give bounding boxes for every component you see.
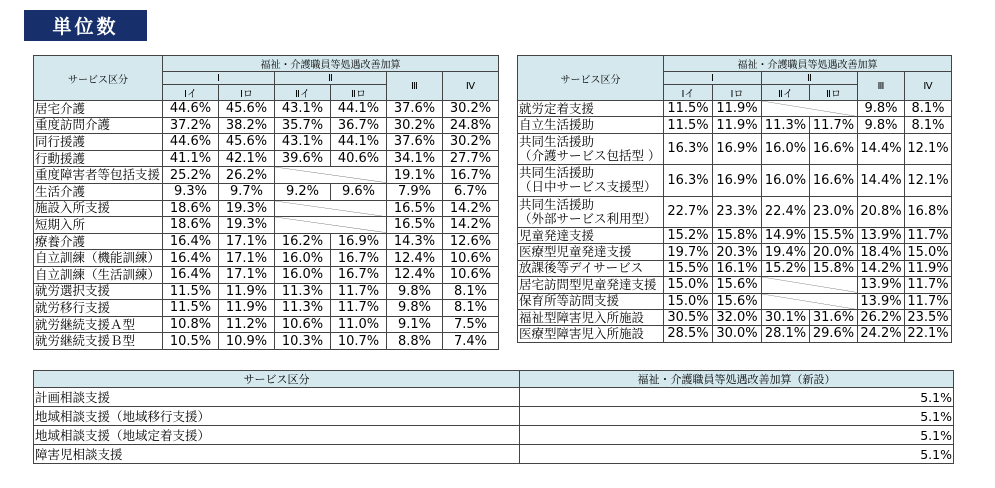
- rate-value-cell: 9.8%: [387, 283, 443, 300]
- rate-value-cell: 16.0%: [275, 250, 331, 267]
- rate-value-cell: 44.6%: [163, 101, 219, 118]
- rate-value-cell: 10.9%: [219, 333, 275, 350]
- rate-value-cell: 11.7%: [331, 300, 387, 317]
- rate-value-cell: 11.9%: [713, 101, 762, 117]
- rate-value-cell: 18.6%: [163, 200, 219, 217]
- rate-value-cell: 29.6%: [810, 326, 858, 342]
- not-applicable-cell: [275, 200, 387, 217]
- rate-value-cell: 40.6%: [331, 150, 387, 167]
- rate-value-cell: 30.2%: [387, 117, 443, 134]
- rate-value-cell: 10.6%: [443, 250, 499, 267]
- rate-value-cell: 11.3%: [275, 300, 331, 317]
- service-name-cell: 福祉型障害児入所施設: [518, 309, 664, 325]
- rate-value-cell: 11.0%: [331, 316, 387, 333]
- tier-2-header: Ⅱ: [762, 72, 858, 85]
- rate-value-cell: 19.7%: [664, 244, 713, 260]
- rate-value-cell: 16.2%: [275, 233, 331, 250]
- rate-value-cell: 13.9%: [858, 293, 905, 309]
- improvement-addition-new-header: 福祉・介護職員等処遇改善加算（新設）: [520, 371, 954, 388]
- table-row: [34, 134, 499, 151]
- rate-value-cell: 8.8%: [387, 333, 443, 350]
- rate-value-cell: 16.8%: [905, 196, 952, 227]
- rate-value-cell: 11.2%: [219, 316, 275, 333]
- service-name-cell: 就労選択支援: [34, 283, 163, 300]
- service-name-cell: 医療型児童発達支援: [518, 244, 664, 260]
- table-row: [34, 445, 954, 464]
- rate-value-cell: 45.6%: [219, 101, 275, 118]
- rate-value-cell: 15.6%: [713, 293, 762, 309]
- rate-value-cell: 5.1%: [520, 426, 954, 445]
- rate-value-cell: 30.5%: [664, 309, 713, 325]
- rate-value-cell: 20.8%: [858, 196, 905, 227]
- rate-value-cell: 13.9%: [858, 227, 905, 243]
- rate-value-cell: 30.2%: [443, 134, 499, 151]
- rate-value-cell: 7.5%: [443, 316, 499, 333]
- rate-value-cell: 5.1%: [520, 388, 954, 407]
- rate-value-cell: 16.5%: [387, 217, 443, 234]
- page-title: 単位数: [24, 10, 147, 41]
- rate-value-cell: 37.2%: [163, 117, 219, 134]
- sub-tier-header: Ⅰイ: [163, 85, 219, 101]
- rate-value-cell: 34.1%: [387, 150, 443, 167]
- rate-value-cell: 42.1%: [219, 150, 275, 167]
- table-row: [34, 316, 499, 333]
- rate-value-cell: 41.1%: [163, 150, 219, 167]
- rate-value-cell: 12.6%: [443, 233, 499, 250]
- rate-value-cell: 14.9%: [762, 227, 810, 243]
- rate-value-cell: 15.6%: [713, 277, 762, 293]
- rate-value-cell: 16.7%: [443, 167, 499, 184]
- improvement-addition-header: 福祉・介護職員等処遇改善加算: [664, 56, 952, 72]
- rate-value-cell: 5.1%: [520, 445, 954, 464]
- table-row: [34, 266, 499, 283]
- service-name-cell: 児童発達支援: [518, 227, 664, 243]
- sub-tier-header: Ⅱロ: [331, 85, 387, 101]
- table-row: [518, 244, 952, 260]
- rate-value-cell: 7.4%: [443, 333, 499, 350]
- rate-value-cell: 9.2%: [275, 183, 331, 200]
- rate-value-cell: 15.5%: [810, 227, 858, 243]
- rate-value-cell: 11.5%: [163, 300, 219, 317]
- service-name-cell: 保育所等訪問支援: [518, 293, 664, 309]
- sub-tier-header: Ⅱイ: [762, 85, 810, 101]
- rate-value-cell: 16.0%: [275, 266, 331, 283]
- table-row: [34, 283, 499, 300]
- service-name-cell: 自立訓練（機能訓練）: [34, 250, 163, 267]
- rate-value-cell: 10.7%: [331, 333, 387, 350]
- table-row: [34, 233, 499, 250]
- rate-value-cell: 12.1%: [905, 165, 952, 196]
- table-row: [34, 101, 499, 118]
- rate-value-cell: 16.0%: [762, 133, 810, 164]
- not-applicable-cell: [762, 101, 858, 117]
- table-row: [518, 196, 952, 227]
- rate-value-cell: 20.3%: [713, 244, 762, 260]
- rate-value-cell: 36.7%: [331, 117, 387, 134]
- right-rate-table: [517, 55, 952, 343]
- rate-value-cell: 16.7%: [331, 266, 387, 283]
- service-name-cell: 医療型障害児入所施設: [518, 326, 664, 342]
- rate-value-cell: 14.2%: [443, 200, 499, 217]
- table-row: [518, 277, 952, 293]
- rate-value-cell: 14.4%: [858, 133, 905, 164]
- service-name-cell: 重度訪問介護: [34, 117, 163, 134]
- not-applicable-cell: [275, 167, 387, 184]
- rate-value-cell: 12.4%: [387, 266, 443, 283]
- table-row: [34, 183, 499, 200]
- rate-value-cell: 28.5%: [664, 326, 713, 342]
- rate-value-cell: 16.0%: [762, 165, 810, 196]
- rate-value-cell: 5.1%: [520, 407, 954, 426]
- rate-value-cell: 11.3%: [762, 117, 810, 133]
- rate-value-cell: 15.2%: [664, 227, 713, 243]
- service-name-cell: 地域相談支援（地域定着支援）: [34, 426, 520, 445]
- improvement-addition-header: 福祉・介護職員等処遇改善加算: [163, 56, 499, 72]
- rate-value-cell: 8.1%: [905, 101, 952, 117]
- rate-value-cell: 6.7%: [443, 183, 499, 200]
- service-name-cell: 居宅介護: [34, 101, 163, 118]
- rate-value-cell: 10.6%: [275, 316, 331, 333]
- rate-value-cell: 10.6%: [443, 266, 499, 283]
- service-name-cell: 居宅訪問型児童発達支援: [518, 277, 664, 293]
- rate-value-cell: 16.4%: [163, 233, 219, 250]
- service-name-cell: 就労継続支援Ｂ型: [34, 333, 163, 350]
- table-row: [34, 200, 499, 217]
- rate-value-cell: 30.2%: [443, 101, 499, 118]
- sub-tier-header: Ⅱロ: [810, 85, 858, 101]
- rate-value-cell: 18.4%: [858, 244, 905, 260]
- service-name-cell: 自立生活援助: [518, 117, 664, 133]
- rate-value-cell: 37.6%: [387, 101, 443, 118]
- rate-value-cell: 19.4%: [762, 244, 810, 260]
- rate-value-cell: 16.9%: [713, 165, 762, 196]
- rate-value-cell: 16.4%: [163, 250, 219, 267]
- service-name-cell: 自立訓練（生活訓練）: [34, 266, 163, 283]
- service-name-cell: 生活介護: [34, 183, 163, 200]
- rate-value-cell: 15.0%: [664, 277, 713, 293]
- not-applicable-cell: [762, 277, 858, 293]
- rate-value-cell: 16.3%: [664, 133, 713, 164]
- rate-value-cell: 22.1%: [905, 326, 952, 342]
- rate-value-cell: 38.2%: [219, 117, 275, 134]
- table-row: [34, 167, 499, 184]
- service-name-cell: 地域相談支援（地域移行支援）: [34, 407, 520, 426]
- tier-3-header: Ⅲ: [387, 72, 443, 101]
- rate-value-cell: 16.9%: [713, 133, 762, 164]
- rate-value-cell: 25.2%: [163, 167, 219, 184]
- service-name-cell: 施設入所支援: [34, 200, 163, 217]
- service-category-header: サービス区分: [34, 56, 163, 101]
- table-row: [518, 309, 952, 325]
- rate-value-cell: 22.4%: [762, 196, 810, 227]
- rate-value-cell: 28.1%: [762, 326, 810, 342]
- table-row: [34, 150, 499, 167]
- rate-value-cell: 39.6%: [275, 150, 331, 167]
- rate-value-cell: 15.2%: [762, 260, 810, 276]
- rate-value-cell: 12.4%: [387, 250, 443, 267]
- rate-value-cell: 10.5%: [163, 333, 219, 350]
- rate-value-cell: 20.0%: [810, 244, 858, 260]
- rate-value-cell: 18.6%: [163, 217, 219, 234]
- rate-value-cell: 9.7%: [219, 183, 275, 200]
- rate-value-cell: 13.9%: [858, 277, 905, 293]
- service-name-cell: 療養介護: [34, 233, 163, 250]
- service-name-cell: 同行援護: [34, 134, 163, 151]
- rate-value-cell: 11.9%: [713, 117, 762, 133]
- rate-value-cell: 11.7%: [810, 117, 858, 133]
- rate-value-cell: 19.3%: [219, 200, 275, 217]
- rate-value-cell: 35.7%: [275, 117, 331, 134]
- rate-value-cell: 15.0%: [664, 293, 713, 309]
- rate-value-cell: 11.9%: [905, 260, 952, 276]
- rate-value-cell: 11.3%: [275, 283, 331, 300]
- rate-value-cell: 16.5%: [387, 200, 443, 217]
- rate-value-cell: 23.5%: [905, 309, 952, 325]
- rate-value-cell: 11.7%: [905, 277, 952, 293]
- rate-value-cell: 26.2%: [219, 167, 275, 184]
- table-row: [34, 217, 499, 234]
- rate-value-cell: 31.6%: [810, 309, 858, 325]
- table-row: [518, 326, 952, 342]
- rate-value-cell: 16.6%: [810, 133, 858, 164]
- rate-value-cell: 26.2%: [858, 309, 905, 325]
- tier-4-header: Ⅳ: [443, 72, 499, 101]
- table-row: [34, 300, 499, 317]
- rate-value-cell: 7.9%: [387, 183, 443, 200]
- sub-tier-header: Ⅱイ: [275, 85, 331, 101]
- service-name-cell: 短期入所: [34, 217, 163, 234]
- table-row: [34, 333, 499, 350]
- rate-value-cell: 23.0%: [810, 196, 858, 227]
- rate-value-cell: 16.3%: [664, 165, 713, 196]
- service-name-cell: 重度障害者等包括支援: [34, 167, 163, 184]
- rate-value-cell: 12.1%: [905, 133, 952, 164]
- table-row: [518, 165, 952, 196]
- tier-3-header: Ⅲ: [858, 72, 905, 101]
- service-name-cell: 就労継続支援Ａ型: [34, 316, 163, 333]
- rate-value-cell: 9.8%: [387, 300, 443, 317]
- service-name-cell: 就労移行支援: [34, 300, 163, 317]
- service-name-cell: 計画相談支援: [34, 388, 520, 407]
- rate-value-cell: 44.1%: [331, 101, 387, 118]
- service-name-cell: 共同生活援助 （日中サービス支援型）: [518, 165, 664, 196]
- table-row: [34, 407, 954, 426]
- rate-value-cell: 11.7%: [905, 227, 952, 243]
- rate-value-cell: 10.8%: [163, 316, 219, 333]
- rate-value-cell: 9.3%: [163, 183, 219, 200]
- rate-value-cell: 16.1%: [713, 260, 762, 276]
- left-rate-table: [33, 55, 499, 350]
- rate-value-cell: 24.8%: [443, 117, 499, 134]
- rate-value-cell: 30.0%: [713, 326, 762, 342]
- rate-value-cell: 43.1%: [275, 101, 331, 118]
- tier-2-header: Ⅱ: [275, 72, 387, 85]
- rate-value-cell: 44.6%: [163, 134, 219, 151]
- service-name-cell: 共同生活援助 （外部サービス利用型）: [518, 196, 664, 227]
- table-row: [518, 227, 952, 243]
- rate-value-cell: 19.3%: [219, 217, 275, 234]
- rate-value-cell: 15.0%: [905, 244, 952, 260]
- rate-value-cell: 14.4%: [858, 165, 905, 196]
- tier-4-header: Ⅳ: [905, 72, 952, 101]
- service-name-cell: 障害児相談支援: [34, 445, 520, 464]
- rate-value-cell: 23.3%: [713, 196, 762, 227]
- rate-value-cell: 16.6%: [810, 165, 858, 196]
- rate-value-cell: 22.7%: [664, 196, 713, 227]
- service-name-cell: 行動援護: [34, 150, 163, 167]
- rate-value-cell: 9.8%: [858, 101, 905, 117]
- rate-value-cell: 11.7%: [331, 283, 387, 300]
- rate-value-cell: 11.9%: [219, 283, 275, 300]
- rate-value-cell: 19.1%: [387, 167, 443, 184]
- rate-value-cell: 8.1%: [443, 300, 499, 317]
- rate-value-cell: 14.2%: [858, 260, 905, 276]
- rate-value-cell: 30.1%: [762, 309, 810, 325]
- tier-1-header: Ⅰ: [163, 72, 275, 85]
- rate-value-cell: 11.7%: [905, 293, 952, 309]
- rate-value-cell: 9.8%: [858, 117, 905, 133]
- table-row: [34, 388, 954, 407]
- table-row: [518, 133, 952, 164]
- rate-value-cell: 16.7%: [331, 250, 387, 267]
- rate-value-cell: 8.1%: [905, 117, 952, 133]
- rate-value-cell: 15.8%: [713, 227, 762, 243]
- rate-value-cell: 14.3%: [387, 233, 443, 250]
- rate-value-cell: 15.8%: [810, 260, 858, 276]
- rate-value-cell: 11.5%: [664, 117, 713, 133]
- service-name-cell: 放課後等デイサービス: [518, 260, 664, 276]
- service-name-cell: 共同生活援助 （介護サービス包括型 ）: [518, 133, 664, 164]
- table-row: [34, 426, 954, 445]
- table-row: [518, 293, 952, 309]
- consultation-rate-table: [33, 370, 954, 464]
- table-row: [518, 117, 952, 133]
- table-row: [518, 101, 952, 117]
- sub-tier-header: Ⅰロ: [713, 85, 762, 101]
- service-category-header: サービス区分: [34, 371, 520, 388]
- rate-value-cell: 9.6%: [331, 183, 387, 200]
- rate-value-cell: 8.1%: [443, 283, 499, 300]
- rate-value-cell: 24.2%: [858, 326, 905, 342]
- rate-value-cell: 44.1%: [331, 134, 387, 151]
- table-row: [518, 260, 952, 276]
- sub-tier-header: Ⅰロ: [219, 85, 275, 101]
- rate-value-cell: 43.1%: [275, 134, 331, 151]
- service-category-header: サービス区分: [518, 56, 664, 101]
- table-row: [34, 117, 499, 134]
- rate-value-cell: 17.1%: [219, 250, 275, 267]
- rate-value-cell: 11.5%: [664, 101, 713, 117]
- rate-value-cell: 17.1%: [219, 233, 275, 250]
- rate-value-cell: 15.5%: [664, 260, 713, 276]
- service-name-cell: 就労定着支援: [518, 101, 664, 117]
- rate-value-cell: 9.1%: [387, 316, 443, 333]
- rate-value-cell: 10.3%: [275, 333, 331, 350]
- rate-value-cell: 37.6%: [387, 134, 443, 151]
- table-row: [34, 250, 499, 267]
- rate-value-cell: 45.6%: [219, 134, 275, 151]
- rate-value-cell: 11.5%: [163, 283, 219, 300]
- rate-value-cell: 27.7%: [443, 150, 499, 167]
- rate-value-cell: 32.0%: [713, 309, 762, 325]
- not-applicable-cell: [762, 293, 858, 309]
- rate-value-cell: 16.4%: [163, 266, 219, 283]
- rate-value-cell: 16.9%: [331, 233, 387, 250]
- not-applicable-cell: [275, 217, 387, 234]
- rate-value-cell: 17.1%: [219, 266, 275, 283]
- rate-value-cell: 14.2%: [443, 217, 499, 234]
- rate-value-cell: 11.9%: [219, 300, 275, 317]
- sub-tier-header: Ⅰイ: [664, 85, 713, 101]
- tier-1-header: Ⅰ: [664, 72, 762, 85]
